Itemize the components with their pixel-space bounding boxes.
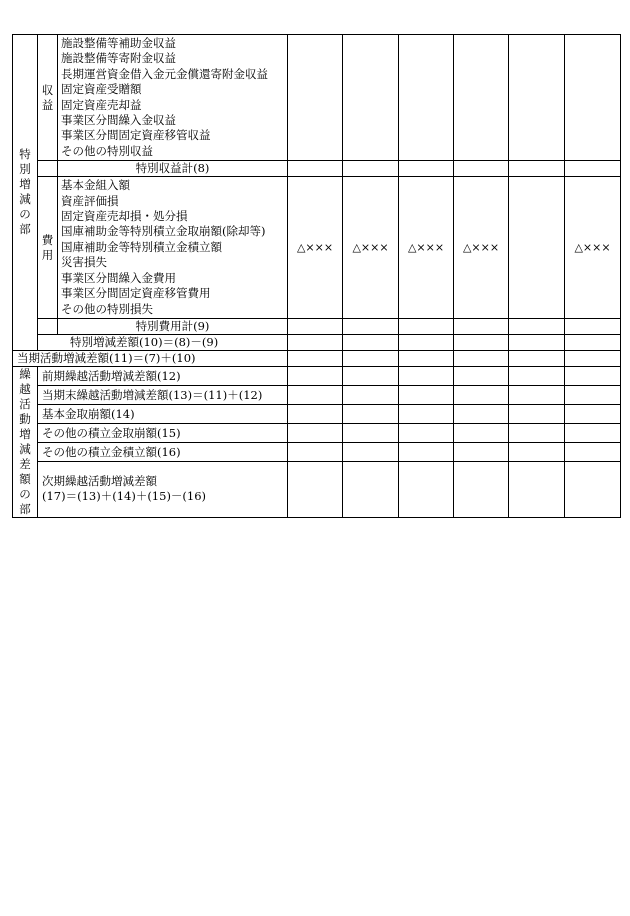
expense-item: 国庫補助金等特別積立金積立額 [61,239,222,254]
value-cell [565,350,621,366]
value-cell [565,334,621,350]
expense-item: 事業区分間繰入金費用 [61,270,176,285]
value-cell [343,461,399,517]
value-cell [343,404,399,423]
value-cell [565,35,621,161]
revenue-item: 固定資産受贈額 [61,82,142,97]
revenue-item: 長期運営資金借入金元金償還寄附金収益 [61,66,268,81]
carryover-row-label: 当期末繰越活動増減差額(13)＝(11)＋(12) [38,385,288,404]
value-cell [509,177,565,319]
value-cell [509,461,565,517]
value-cell: △××× [399,177,454,319]
expense-total-label: 特別費用計(9) [58,318,288,334]
value-cell [288,366,343,385]
value-cell [509,334,565,350]
value-cell [399,318,454,334]
value-cell: △××× [288,177,343,319]
value-cell [399,385,454,404]
expense-item: 事業区分間固定資産移管費用 [61,286,211,301]
carryover-row [13,423,621,442]
special-difference-label: 特別増減差額(10)＝(8)－(9) [38,334,288,350]
revenue-item: 固定資産売却益 [61,97,142,112]
carryover-section-label [13,366,38,517]
carryover-row [13,385,621,404]
value-cell [565,366,621,385]
value-cell: △××× [343,177,399,319]
current-difference-row [13,350,621,366]
value-cell [343,35,399,161]
carryover-row-label: 前期繰越活動増減差額(12) [38,366,288,385]
value-cell [343,161,399,177]
expense-item: 固定資産売却損・処分損 [61,209,188,224]
value-cell [399,334,454,350]
value-cell [565,423,621,442]
expense-item: 資産評価損 [61,193,119,208]
value-cell [565,442,621,461]
value-cell [509,318,565,334]
value-cell [343,318,399,334]
value-cell [454,366,509,385]
value-cell [343,385,399,404]
value-cell [454,404,509,423]
value-cell [343,350,399,366]
value-cell [288,318,343,334]
value-cell: △××× [454,177,509,319]
value-cell [399,404,454,423]
value-cell [509,404,565,423]
carryover-row-label: その他の積立金積立額(16) [38,442,288,461]
value-cell [343,366,399,385]
value-cell [509,35,565,161]
value-cell [399,461,454,517]
activity-statement-table [12,34,621,518]
value-cell [288,442,343,461]
vertical-label: 特 別 増 減 の 部 [19,147,31,237]
value-cell [288,423,343,442]
value-cell [288,161,343,177]
revenue-item: 事業区分間繰入金収益 [61,113,176,128]
vertical-label: 繰 越 活 動 増 減 差 額 の 部 [19,366,31,516]
revenue-item: その他の特別収益 [61,143,153,158]
carryover-row [13,404,621,423]
value-cell [399,366,454,385]
value-cell [509,442,565,461]
value-cell [399,350,454,366]
revenue-item: 施設整備等補助金収益 [61,36,176,50]
expense-item: 基本金組入額 [61,178,130,193]
value-cell: △××× [565,177,621,319]
value-cell [454,461,509,517]
vertical-label: 費 用 [41,232,54,262]
value-cell [509,161,565,177]
value-cell [454,35,509,161]
value-cell [454,334,509,350]
value-cell [454,161,509,177]
carryover-final-row [13,461,621,517]
value-cell [454,350,509,366]
value-cell [454,442,509,461]
value-cell [565,161,621,177]
carryover-row-label: 基本金取崩額(14) [38,404,288,423]
value-cell [565,404,621,423]
expense-items [58,177,288,319]
carryover-row [13,442,621,461]
value-cell [288,350,343,366]
value-cell [288,461,343,517]
expense-total-row [13,318,621,334]
value-cell [343,423,399,442]
value-cell [509,423,565,442]
value-cell [509,385,565,404]
value-cell [399,442,454,461]
revenue-item: 施設整備等寄附金収益 [61,51,176,66]
special-section-label [13,35,38,351]
special-difference-row [13,334,621,350]
value-cell [454,423,509,442]
revenue-group-label [38,35,58,161]
value-cell [565,318,621,334]
carryover-final-label [38,461,288,517]
value-cell [509,366,565,385]
revenue-items-row [13,35,621,161]
value-cell [399,161,454,177]
value-cell [288,385,343,404]
value-cell [343,442,399,461]
value-cell [343,334,399,350]
expense-item: 国庫補助金等特別積立金取崩額(除却等) [61,224,266,239]
current-difference-label: 当期活動増減差額(11)＝(7)＋(10) [13,350,288,366]
value-cell [565,385,621,404]
vertical-label: 収 益 [41,82,54,112]
value-cell [509,350,565,366]
value-cell [454,318,509,334]
value-cell [399,35,454,161]
revenue-total-label: 特別収益計(8) [58,161,288,177]
expense-group-label [38,177,58,319]
carryover-row [13,366,621,385]
carryover-final-line2: (17)＝(13)＋(14)＋(15)－(16) [42,489,207,504]
expense-item: その他の特別損失 [61,301,153,316]
value-cell [454,385,509,404]
revenue-items [58,35,288,161]
carryover-row-label: その他の積立金取崩額(15) [38,423,288,442]
value-cell [565,461,621,517]
value-cell [399,423,454,442]
revenue-total-row [13,161,621,177]
expense-item: 災害損失 [61,255,107,270]
value-cell [288,334,343,350]
revenue-item: 事業区分間固定資産移管収益 [61,128,211,143]
value-cell [288,35,343,161]
carryover-final-line1: 次期繰越活動増減差額 [42,474,157,489]
expense-items-row [13,177,621,319]
value-cell [288,404,343,423]
